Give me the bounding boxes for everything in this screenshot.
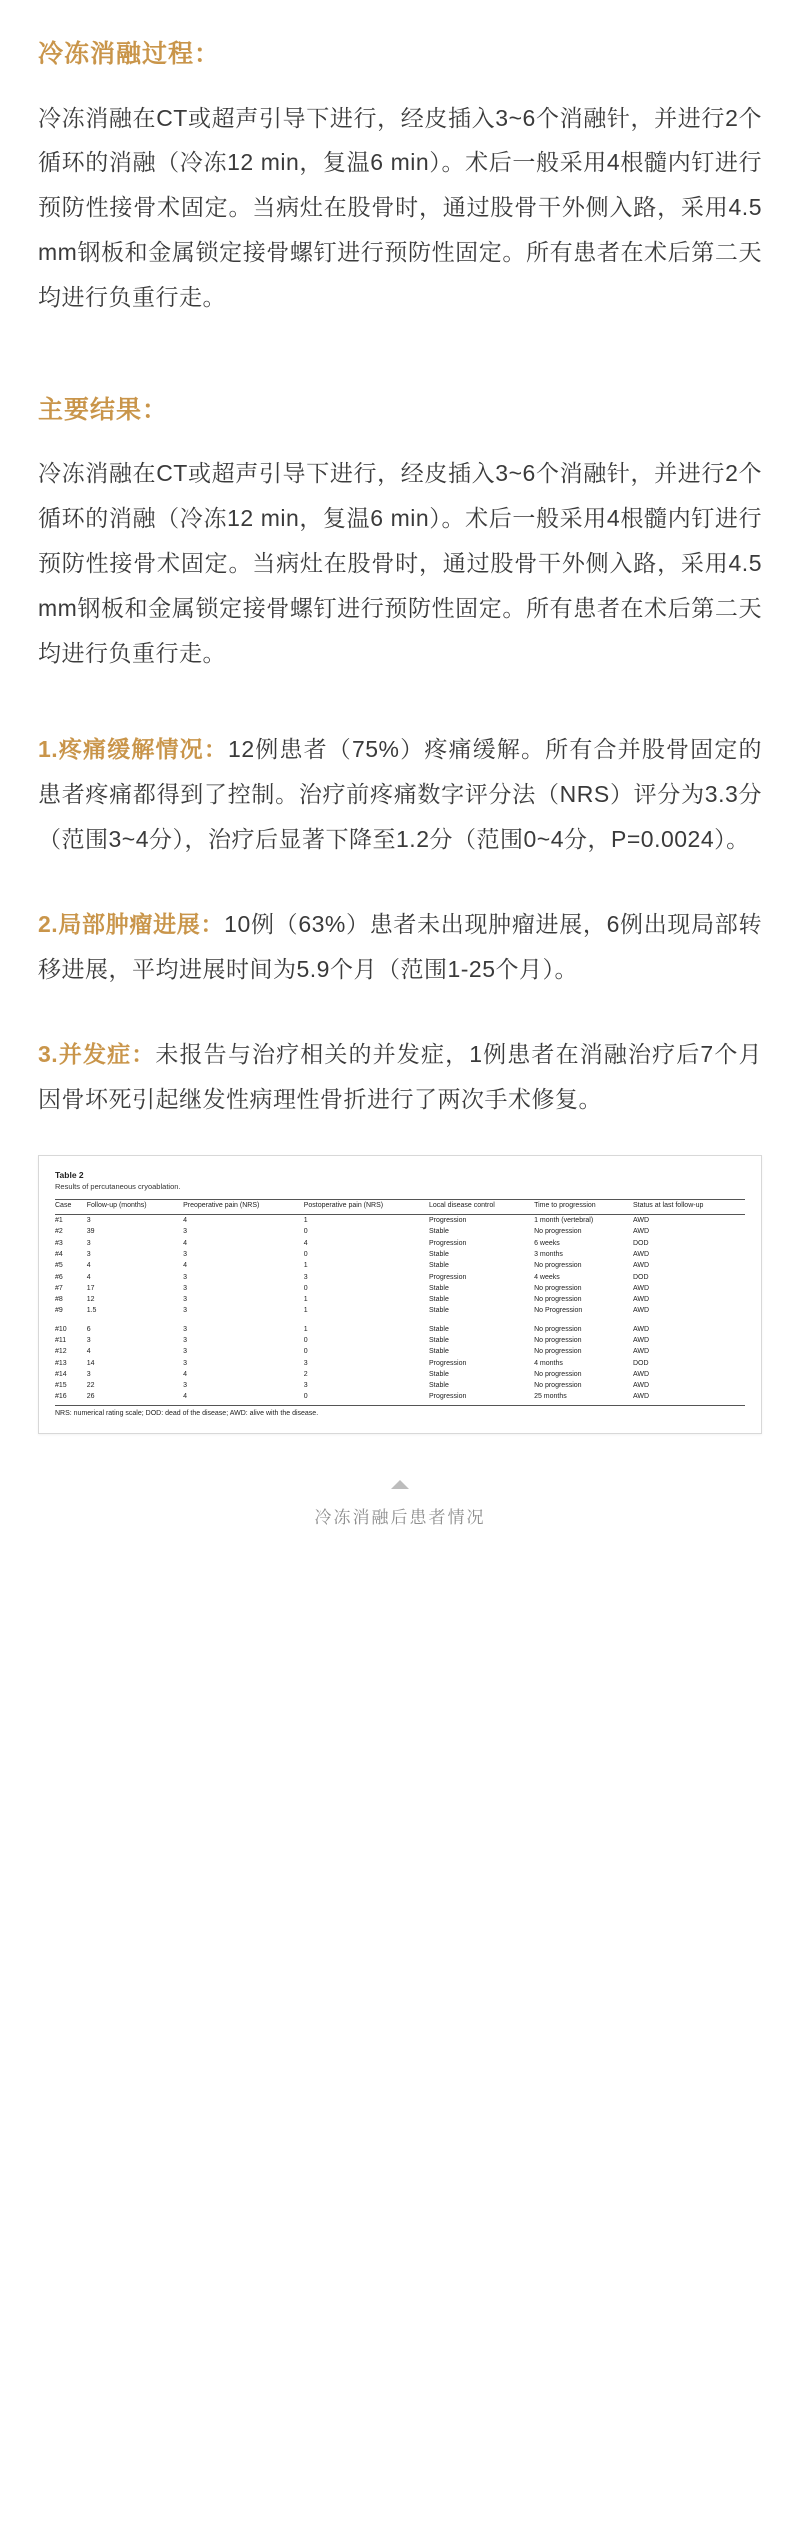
cell-preop-pain: 3 — [183, 1284, 187, 1292]
cell-time-to-progression: 3 months — [534, 1251, 563, 1259]
table-row — [55, 1283, 745, 1294]
cell-case: #12 — [55, 1348, 67, 1356]
finding-text-tumor-progression: 10例（63%）患者未出现肿瘤进展，6例出现局部转移进展，平均进展时间为5.9个月（范围1-25个月）。 — [38, 910, 762, 982]
table-head — [55, 1200, 745, 1215]
table-row — [55, 1357, 745, 1368]
cell-status: AWD — [632, 1217, 650, 1225]
finding-spacer-2 — [38, 1018, 762, 1032]
table-label: Table 2 — [55, 1170, 84, 1181]
section-heading-results: 主要结果： — [38, 395, 169, 424]
cell-status: AWD — [633, 1391, 745, 1405]
finding-tumor-progression — [38, 902, 762, 992]
cell-case: #6 — [55, 1273, 63, 1281]
cell-status: AWD — [632, 1307, 650, 1315]
cell-preop-pain: 4 — [183, 1370, 187, 1378]
cell-case: #16 — [55, 1391, 87, 1405]
finding-spacer-1 — [38, 888, 762, 902]
cell-case: #10 — [55, 1325, 67, 1333]
cell-postop-pain: 4 — [303, 1239, 308, 1247]
cell-postop-pain: 1 — [303, 1217, 308, 1225]
findings-spacer — [38, 699, 762, 727]
cell-postop-pain: 0 — [303, 1348, 308, 1356]
cell-time-to-progression: No Progression — [534, 1307, 583, 1315]
cell-disease-control: Progression — [429, 1239, 467, 1247]
cell-follow-up: 6 — [86, 1325, 91, 1333]
col-status-at-last-follow-up: Status at last follow-up — [633, 1200, 745, 1215]
cell-case: #5 — [55, 1262, 63, 1270]
cell-follow-up: 14 — [86, 1359, 95, 1367]
table-row — [55, 1249, 745, 1260]
cell-status: AWD — [632, 1228, 650, 1236]
table-row — [55, 1215, 745, 1227]
cell-disease-control: Stable — [429, 1348, 449, 1356]
table-row — [55, 1380, 745, 1391]
cell-disease-control: Progression — [429, 1273, 467, 1281]
cell-disease-control: Stable — [429, 1337, 449, 1344]
cell-preop-pain: 3 — [183, 1273, 187, 1281]
cell-postop-pain: 0 — [303, 1337, 308, 1344]
cell-preop-pain: 3 — [183, 1337, 187, 1344]
cell-disease-control: Progression — [429, 1217, 467, 1225]
cell-case: #1 — [55, 1217, 63, 1225]
cell-follow-up: 26 — [87, 1391, 183, 1405]
cell-case: #13 — [55, 1359, 67, 1367]
cell-case: #3 — [55, 1239, 63, 1247]
table-row — [55, 1226, 745, 1237]
cell-follow-up: 3 — [86, 1337, 91, 1344]
cell-postop-pain: 3 — [303, 1359, 308, 1367]
cell-time-to-progression: No progression — [534, 1262, 582, 1270]
col-time-to-progression: Time to progression — [534, 1200, 633, 1215]
col-postoperative-pain: Postoperative pain (NRS) — [304, 1200, 429, 1215]
cell-preop-pain: 4 — [183, 1391, 304, 1405]
cell-follow-up: 3 — [86, 1251, 91, 1259]
table-body — [55, 1215, 745, 1405]
finding-label-complications: 3.并发症： — [38, 1040, 156, 1067]
cell-postop-pain: 0 — [304, 1391, 429, 1405]
cell-follow-up: 3 — [86, 1239, 91, 1247]
cell-disease-control: Progression — [429, 1391, 534, 1405]
cell-status: AWD — [632, 1251, 650, 1259]
table-subtitle: Results of percutaneous cryoablation. — [55, 1182, 181, 1192]
cell-follow-up: 4 — [86, 1262, 91, 1270]
finding-label-pain-relief: 1.疼痛缓解情况： — [38, 736, 229, 763]
col-case: Case — [55, 1200, 87, 1215]
cell-case: #14 — [55, 1370, 67, 1378]
cell-disease-control: Stable — [429, 1296, 449, 1304]
cell-postop-pain: 0 — [303, 1251, 308, 1259]
cell-postop-pain: 0 — [303, 1228, 308, 1236]
table-row — [55, 1238, 745, 1249]
cell-postop-pain: 1 — [303, 1296, 308, 1304]
cell-preop-pain: 3 — [183, 1251, 187, 1259]
cell-time-to-progression: No progression — [534, 1337, 582, 1344]
cell-status: AWD — [632, 1296, 650, 1304]
cell-postop-pain: 3 — [303, 1382, 308, 1390]
cell-disease-control: Stable — [429, 1370, 449, 1378]
cell-time-to-progression: 1 month (vertebral) — [534, 1217, 594, 1225]
cell-postop-pain: 1 — [303, 1325, 308, 1333]
table-row — [55, 1260, 745, 1271]
cell-follow-up: 12 — [86, 1296, 95, 1304]
cell-case: #15 — [55, 1382, 67, 1390]
cell-disease-control: Stable — [429, 1307, 449, 1315]
cell-status: AWD — [632, 1348, 650, 1356]
section-paragraph-procedure: 冷冻消融在CT或超声引导下进行，经皮插入3~6个消融针，并进行2个循环的消融（冷冻12 min，复温6 min）。术后一般采用4根髓内钉进行预防性接骨术固定。当病灶在股骨时，通过股骨干外侧入路，采用4.5 mm钢板和金属锁定接骨螺钉进行预防性固定。所有患者在术后第二天均进行负重行走。 — [38, 104, 762, 310]
section-spacer — [38, 344, 762, 392]
cell-time-to-progression: 4 months — [534, 1359, 563, 1367]
cell-preop-pain: 3 — [183, 1359, 187, 1367]
col-local-disease-control: Local disease control — [429, 1200, 534, 1215]
cell-preop-pain: 3 — [183, 1228, 187, 1236]
cell-postop-pain: 1 — [303, 1262, 308, 1270]
table-row — [55, 1335, 745, 1346]
cell-time-to-progression: 25 months — [534, 1391, 633, 1405]
cell-case: #9 — [55, 1307, 63, 1315]
cell-postop-pain: 1 — [303, 1307, 308, 1315]
cell-status: DOD — [632, 1239, 649, 1247]
table-row — [55, 1324, 745, 1335]
cell-follow-up: 39 — [86, 1228, 95, 1236]
cell-disease-control: Stable — [429, 1284, 449, 1292]
table-row — [55, 1294, 745, 1305]
cell-disease-control: Stable — [429, 1228, 449, 1236]
cell-postop-pain: 3 — [303, 1273, 308, 1281]
cell-postop-pain: 2 — [303, 1370, 308, 1378]
cell-case: #8 — [55, 1296, 63, 1304]
cell-status: AWD — [632, 1325, 650, 1333]
cell-preop-pain: 3 — [183, 1296, 187, 1304]
cell-status: DOD — [632, 1273, 649, 1281]
cell-time-to-progression: No progression — [534, 1370, 582, 1378]
cell-follow-up: 4 — [86, 1348, 91, 1356]
figure-caption-block — [38, 1480, 762, 1528]
results-table — [55, 1199, 745, 1405]
section-heading-procedure: 冷冻消融过程： — [38, 40, 221, 68]
cell-preop-pain: 3 — [183, 1348, 187, 1356]
table-row — [55, 1346, 745, 1357]
col-follow-up: Follow-up (months) — [87, 1200, 183, 1215]
cell-preop-pain: 4 — [183, 1262, 187, 1270]
finding-text-pain-relief: 12例患者（75%）疼痛缓解。所有合并股骨固定的患者疼痛都得到了控制。治疗前疼痛数字评分法（NRS）评分为3.3分（范围3~4分），治疗后显著下降至1.2分（范围0~4分，P=0.0024）。 — [38, 736, 762, 853]
cell-follow-up: 3 — [86, 1370, 91, 1378]
cell-preop-pain: 3 — [183, 1307, 187, 1315]
cell-time-to-progression: 4 weeks — [534, 1273, 560, 1281]
table-header-row — [55, 1200, 745, 1215]
cell-status: DOD — [632, 1359, 649, 1367]
cell-case: #2 — [55, 1228, 63, 1236]
cell-status: AWD — [632, 1382, 650, 1390]
cell-preop-pain: 3 — [183, 1325, 187, 1333]
table-row — [55, 1305, 745, 1316]
cell-follow-up: 3 — [86, 1217, 91, 1225]
cell-follow-up: 1.5 — [86, 1307, 97, 1315]
cell-disease-control: Stable — [429, 1262, 449, 1270]
table-row — [55, 1369, 745, 1380]
cell-disease-control: Stable — [429, 1251, 449, 1259]
cell-case: #4 — [55, 1251, 63, 1259]
cell-case: #11 — [55, 1337, 67, 1344]
cell-status: AWD — [632, 1370, 650, 1378]
cell-preop-pain: 4 — [183, 1239, 187, 1247]
finding-complications — [38, 1032, 762, 1122]
table-row — [55, 1391, 745, 1405]
cell-status: AWD — [632, 1284, 650, 1292]
cell-status: AWD — [632, 1337, 650, 1344]
cell-time-to-progression: No progression — [534, 1284, 582, 1292]
table-row — [55, 1272, 745, 1283]
cell-follow-up: 22 — [86, 1382, 95, 1390]
cell-preop-pain: 4 — [183, 1217, 187, 1225]
finding-label-tumor-progression: 2.局部肿瘤进展： — [38, 910, 225, 937]
cell-case: #7 — [55, 1284, 63, 1292]
cell-postop-pain: 0 — [303, 1284, 308, 1292]
finding-text-complications: 未报告与治疗相关的并发症，1例患者在消融治疗后7个月因骨坏死引起继发性病理性骨折进行了两次手术修复。 — [38, 1040, 762, 1112]
cell-time-to-progression: No progression — [534, 1325, 582, 1333]
cell-time-to-progression: No progression — [534, 1228, 582, 1236]
finding-pain-relief — [38, 727, 762, 862]
cell-status: AWD — [632, 1262, 650, 1270]
cell-disease-control: Stable — [429, 1382, 449, 1390]
cell-follow-up: 17 — [86, 1284, 95, 1292]
cell-disease-control: Progression — [429, 1359, 467, 1367]
caret-up-icon — [391, 1480, 409, 1489]
table-footnote: NRS: numerical rating scale; DOD: dead of the disease; AWD: alive with the disease. — [55, 1409, 319, 1417]
table-row-spacer — [55, 1317, 745, 1324]
cell-follow-up: 4 — [86, 1273, 91, 1281]
results-table-card — [38, 1155, 762, 1433]
cell-time-to-progression: No progression — [534, 1382, 582, 1390]
cell-disease-control: Stable — [429, 1325, 449, 1333]
cell-time-to-progression: No progression — [534, 1296, 582, 1304]
figure-caption-text: 冷冻消融后患者情况 — [314, 1507, 486, 1527]
cell-time-to-progression: 6 weeks — [534, 1239, 560, 1247]
section-paragraph-results: 冷冻消融在CT或超声引导下进行，经皮插入3~6个消融针，并进行2个循环的消融（冷冻12 min，复温6 min）。术后一般采用4根髓内钉进行预防性接骨术固定。当病灶在股骨时，通过股骨干外侧入路，采用4.5 mm钢板和金属锁定接骨螺钉进行预防性固定。所有患者在术后第二天均进行负重行走。 — [38, 460, 762, 666]
cell-time-to-progression: No progression — [534, 1348, 582, 1356]
col-preoperative-pain: Preoperative pain (NRS) — [183, 1200, 304, 1215]
cell-preop-pain: 3 — [183, 1382, 187, 1390]
